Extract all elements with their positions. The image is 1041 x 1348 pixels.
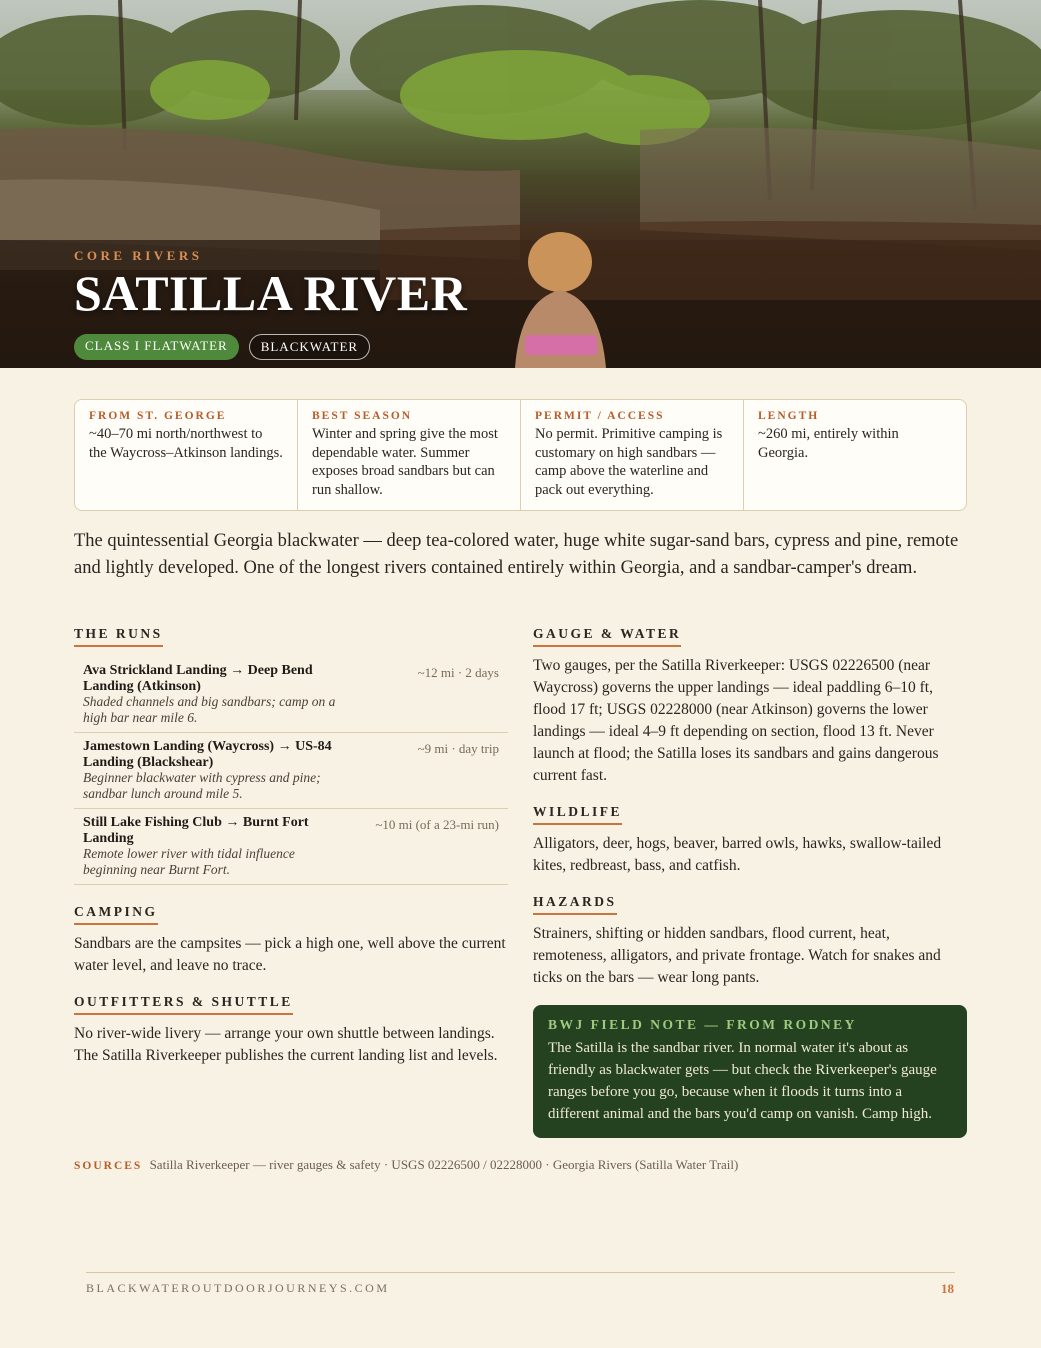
run-name: Jamestown Landing (Waycross) → US-84 Landing (Blackshear) — [83, 739, 332, 770]
camping-heading: CAMPING — [74, 904, 158, 925]
left-column — [74, 625, 508, 1067]
fact-season — [298, 400, 521, 510]
field-note-callout — [533, 1005, 967, 1138]
sources-text: Satilla Riverkeeper — river gauges & safety · USGS 02226500 / 02228000 · Georgia Rivers (Satilla Water Trail) — [149, 1157, 739, 1172]
tag-list — [74, 334, 467, 360]
intro-paragraph: The quintessential Georgia blackwater — deep tea-colored water, huge white sugar-sand bars, cypress and pine, remote and lightly developed. One of the longest rivers contained entirely within Georgia, and a sandbar-camper's dream. — [74, 531, 959, 578]
wildlife-heading: WILDLIFE — [533, 804, 622, 825]
fact-label: PERMIT / ACCESS — [535, 410, 665, 422]
run-name: Ava Strickland Landing → Deep Bend Landing (Atkinson) — [83, 663, 313, 694]
sources-line — [74, 1157, 738, 1173]
run-description: Beginner blackwater with cypress and pine; sandbar lunch around mile 5. — [83, 770, 321, 801]
tag-class: CLASS I FLATWATER — [74, 334, 239, 360]
fact-length — [744, 400, 966, 510]
run-item — [74, 657, 508, 733]
field-note-text: The Satilla is the sandbar river. In normal water it's about as friendly as blackwater gets — but check the Riverkeeper's gauge ranges before you go, because when it floods it turns into a different animal and the bars you'd camp on vanish. Camp high. — [548, 1040, 937, 1122]
run-item — [74, 733, 508, 809]
field-note-label: BWJ FIELD NOTE — FROM RODNEY — [548, 1017, 857, 1032]
run-description: Remote lower river with tidal influence beginning near Burnt Fort. — [83, 846, 295, 877]
outfitters-section — [74, 993, 508, 1067]
run-description: Shaded channels and big sandbars; camp on a high bar near mile 6. — [83, 694, 336, 725]
run-name: Still Lake Fishing Club → Burnt Fort Landing — [83, 815, 309, 846]
tag-water-type: BLACKWATER — [249, 334, 370, 360]
fact-text: No permit. Primitive camping is customary on high sandbars — camp above the waterline and pack out everything. — [535, 426, 723, 498]
camping-section — [74, 903, 508, 977]
right-column — [533, 625, 967, 1138]
run-meta: ~12 mi · 2 days — [417, 665, 499, 680]
fact-text: Winter and spring give the most dependable water. Summer exposes broad sandbars but can run shallow. — [312, 426, 498, 498]
footer-divider — [86, 1272, 955, 1273]
runs-list — [74, 657, 508, 885]
fact-text: ~260 mi, entirely within Georgia. — [758, 426, 899, 461]
hazards-heading: HAZARDS — [533, 894, 617, 915]
wildlife-section — [533, 803, 967, 877]
camping-text: Sandbars are the campsites — pick a high one, well above the current water level, and leave no trace. — [74, 935, 506, 974]
fact-distance — [75, 400, 298, 510]
page-title: SATILLA RIVER — [74, 265, 468, 321]
hazards-text: Strainers, shifting or hidden sandbars, flood current, heat, remoteness, alligators, and private frontage. Watch for snakes and ticks on the bars — wear long pants. — [533, 925, 941, 986]
run-meta: ~9 mi · day trip — [417, 741, 499, 756]
gauge-text: Two gauges, per the Satilla Riverkeeper: USGS 02226500 (near Waycross) governs the upper landings — ideal paddling 6–10 ft, flood 17 ft; USGS 02228000 (near Atkinson) governs the lower landings — ideal 4–9 ft depending on section, flood 13 ft. Never launch at flood; the Satilla loses its sandbars and gains dangerous current fast. — [533, 657, 939, 784]
fact-text: ~40–70 mi north/northwest to the Waycross–Atkinson landings. — [89, 426, 283, 461]
section-eyebrow: CORE RIVERS — [74, 248, 203, 263]
quick-facts-box — [74, 399, 967, 511]
run-meta: ~10 mi (of a 23-mi run) — [375, 817, 499, 832]
sources-label: SOURCES — [74, 1160, 143, 1172]
fact-permit — [521, 400, 744, 510]
run-item — [74, 809, 508, 885]
outfitters-text: No river-wide livery — arrange your own shuttle between landings. The Satilla Riverkeeper publishes the current landing list and levels. — [74, 1025, 498, 1064]
fact-label: BEST SEASON — [312, 410, 413, 422]
hero-text-block — [74, 248, 467, 360]
gauge-heading: GAUGE & WATER — [533, 626, 681, 647]
wildlife-text: Alligators, deer, hogs, beaver, barred owls, hawks, swallow-tailed kites, redbreast, bass, and catfish. — [533, 835, 942, 874]
hero-image — [0, 0, 1041, 368]
fact-label: LENGTH — [758, 410, 820, 422]
outfitters-heading: OUTFITTERS & SHUTTLE — [74, 994, 293, 1015]
gauge-section — [533, 625, 967, 787]
footer-website[interactable]: BLACKWATEROUTDOORJOURNEYS.COM — [86, 1281, 390, 1295]
hazards-section — [533, 893, 967, 989]
runs-heading: THE RUNS — [74, 626, 163, 647]
page-number: 18 — [941, 1281, 954, 1296]
fact-label: FROM ST. GEORGE — [89, 410, 227, 422]
